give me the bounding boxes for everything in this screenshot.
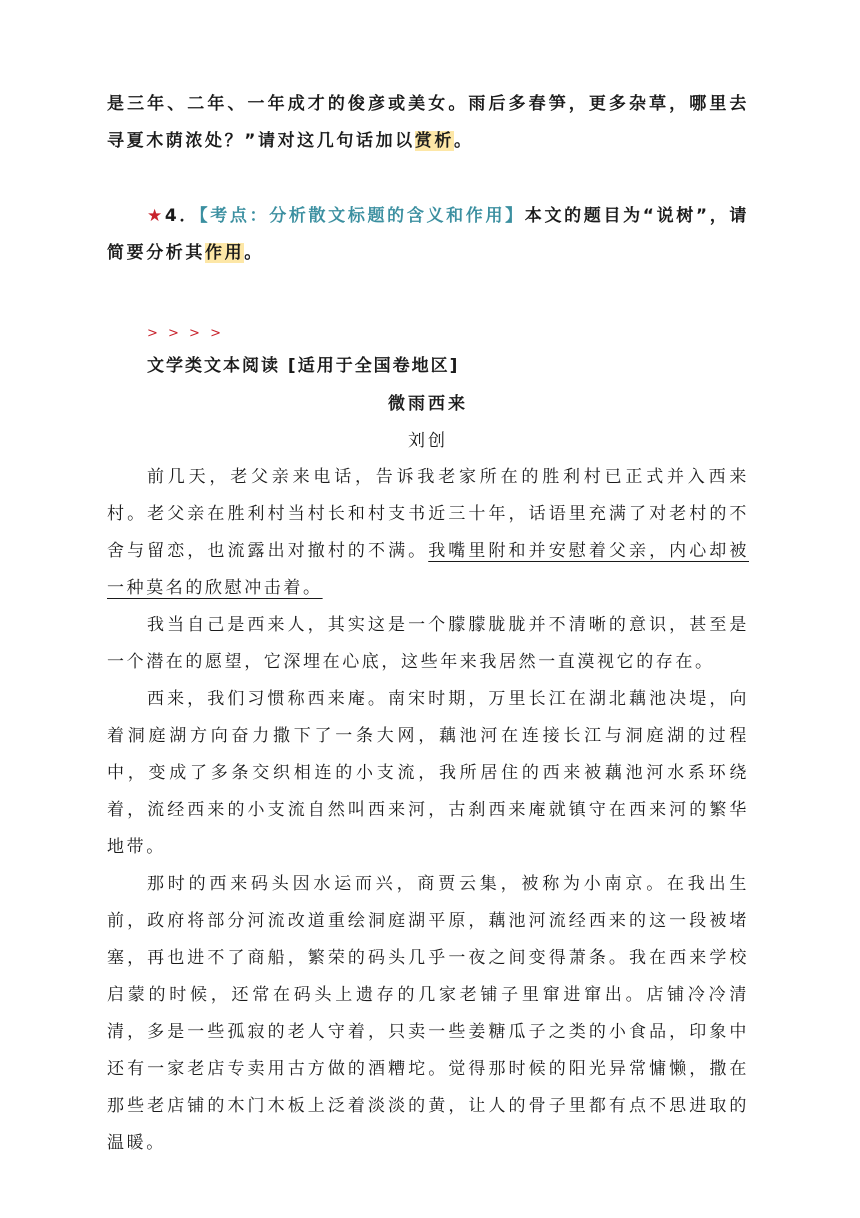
- highlight-keyword-zuoyong: 作用: [205, 243, 245, 263]
- question-3-tail: [107, 86, 749, 160]
- star-icon: ★: [147, 206, 165, 226]
- document-page: [107, 86, 749, 1162]
- article-author: 刘创: [408, 431, 448, 451]
- question-3-period: 。: [453, 131, 474, 151]
- question-4-text: 本文的题目为“说树”，请简要分析其: [107, 206, 750, 263]
- question-4-kaodian: 【考点：分析散文标题的含义和作用】: [199, 206, 525, 226]
- question-4: [107, 198, 749, 272]
- question-3-text: 是三年、二年、一年成才的俊彦或美女。雨后多春笋，更多杂草，哪里去寻夏木荫浓处？”请对这几句话加以: [107, 94, 749, 151]
- article-paragraph-3: 西来，我们习惯称西来庵。南宋时期，万里长江在湖北藕池决堤，向着洞庭湖方向奋力撒下了一条大网，藕池河在连接长江与洞庭湖的过程中，变成了多条交织相连的小支流，我所居住的西来被藕池河水系环绕着，流经西来的小支流自然叫西来河，古刹西来庵就镇守在西来河的繁华地带。: [107, 689, 749, 857]
- highlight-keyword-shangxi: 赏析: [414, 131, 454, 151]
- question-4-period: 。: [244, 243, 264, 263]
- article-paragraph-4: 那时的西来码头因水运而兴，商贾云集，被称为小南京。在我出生前，政府将部分河流改道重绘洞庭湖平原，藕池河流经西来的这一段被堵塞，再也进不了商船，繁荣的码头几乎一夜之间变得萧条。我在西来学校启蒙的时候，还常在码头上遗存的几家老铺子里窜进窜出。店铺冷冷清清，多是一些孤寂的老人守着，只卖一些姜糖瓜子之类的小食品，印象中还有一家老店专卖用古方做的酒糟坨。觉得那时候的阳光异常慵懒，撒在那些老店铺的木门木板上泛着淡淡的黄，让人的骨子里都有点不思进取的温暖。: [107, 874, 749, 1153]
- question-4-number: 4．: [164, 206, 200, 226]
- paragraph-1-text: 前几天，老父亲来电话，告诉我老家所在的胜利村已正式并入西来村。老父亲在胜利村当村长和村支书近三十年，话语里充满了对老村的不舍与留恋，也流露出对撤村的不满。: [107, 467, 749, 561]
- underlined-sentence: 我嘴里附和并安慰着父亲，内心却被一种莫名的欣慰冲击着。: [107, 541, 749, 598]
- section-title: 文学类文本阅读 [适用于全国卷地区]: [147, 356, 460, 376]
- article-title: 微雨西来: [388, 394, 468, 414]
- section-arrows-icon: > > > >: [147, 326, 224, 341]
- article-paragraph-2: 我当自己是西来人，其实这是一个朦朦胧胧并不清晰的意识，甚至是一个潜在的愿望，它深埋在心底，这些年来我居然一直漠视它的存在。: [107, 615, 749, 672]
- article-paragraph-1: [107, 459, 749, 607]
